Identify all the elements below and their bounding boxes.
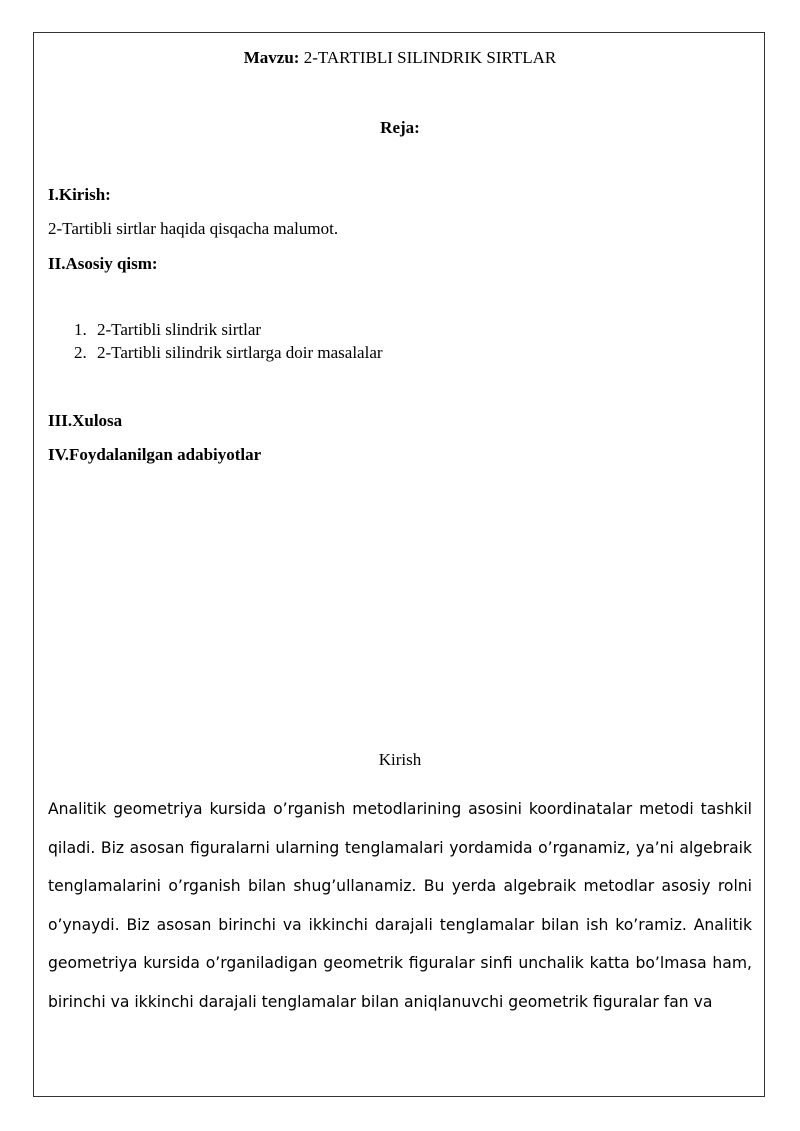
references-heading: IV.Foydalanilgan adabiyotlar	[48, 445, 262, 464]
list-number: 2.	[74, 343, 87, 362]
plan-list-item	[74, 343, 383, 363]
list-number: 1.	[74, 320, 87, 339]
introduction-heading: Kirish	[378, 750, 422, 769]
topic-text: 2-TARTIBLI SILINDRIK SIRTLAR	[299, 48, 557, 67]
list-text: 2-Tartibli silindrik sirtlarga doir masalalar	[97, 343, 383, 362]
topic-label: Mavzu:	[243, 48, 300, 67]
introduction-paragraph: Analitik geometriya kursida o’rganish metodlarining asosini koordinatalar metodi tashkil qiladi. Biz asosan figuralarni ularning tenglamalari yordamida o’rganamiz, ya’ni algebraik tenglamalarini o’rganish bilan shug’ullanamiz. Bu yerda algebraik metodlar asosiy rolni o’ynaydi. Biz asosan birinchi va ikkinchi darajali tenglamalar bilan ish ko’ramiz. Analitik geometriya kursida o’rganiladigan geometrik figuralar sinfi unchalik katta bo’lmasa ham, birinchi va ikkinchi darajali tenglamalar bilan aniqlanuvchi geometrik figuralar fan va	[48, 800, 752, 1011]
topic-title	[0, 48, 800, 68]
plan-list-item	[74, 320, 261, 340]
intro-text: 2-Tartibli sirtlar haqida qisqacha malumot.	[48, 219, 339, 238]
list-text: 2-Tartibli slindrik sirtlar	[97, 320, 262, 339]
main-part-heading: II.Asosiy qism:	[48, 254, 158, 273]
intro-heading: I.Kirish:	[48, 185, 111, 204]
conclusion-heading: III.Xulosa	[48, 411, 123, 430]
plan-title: Reja:	[380, 118, 420, 137]
